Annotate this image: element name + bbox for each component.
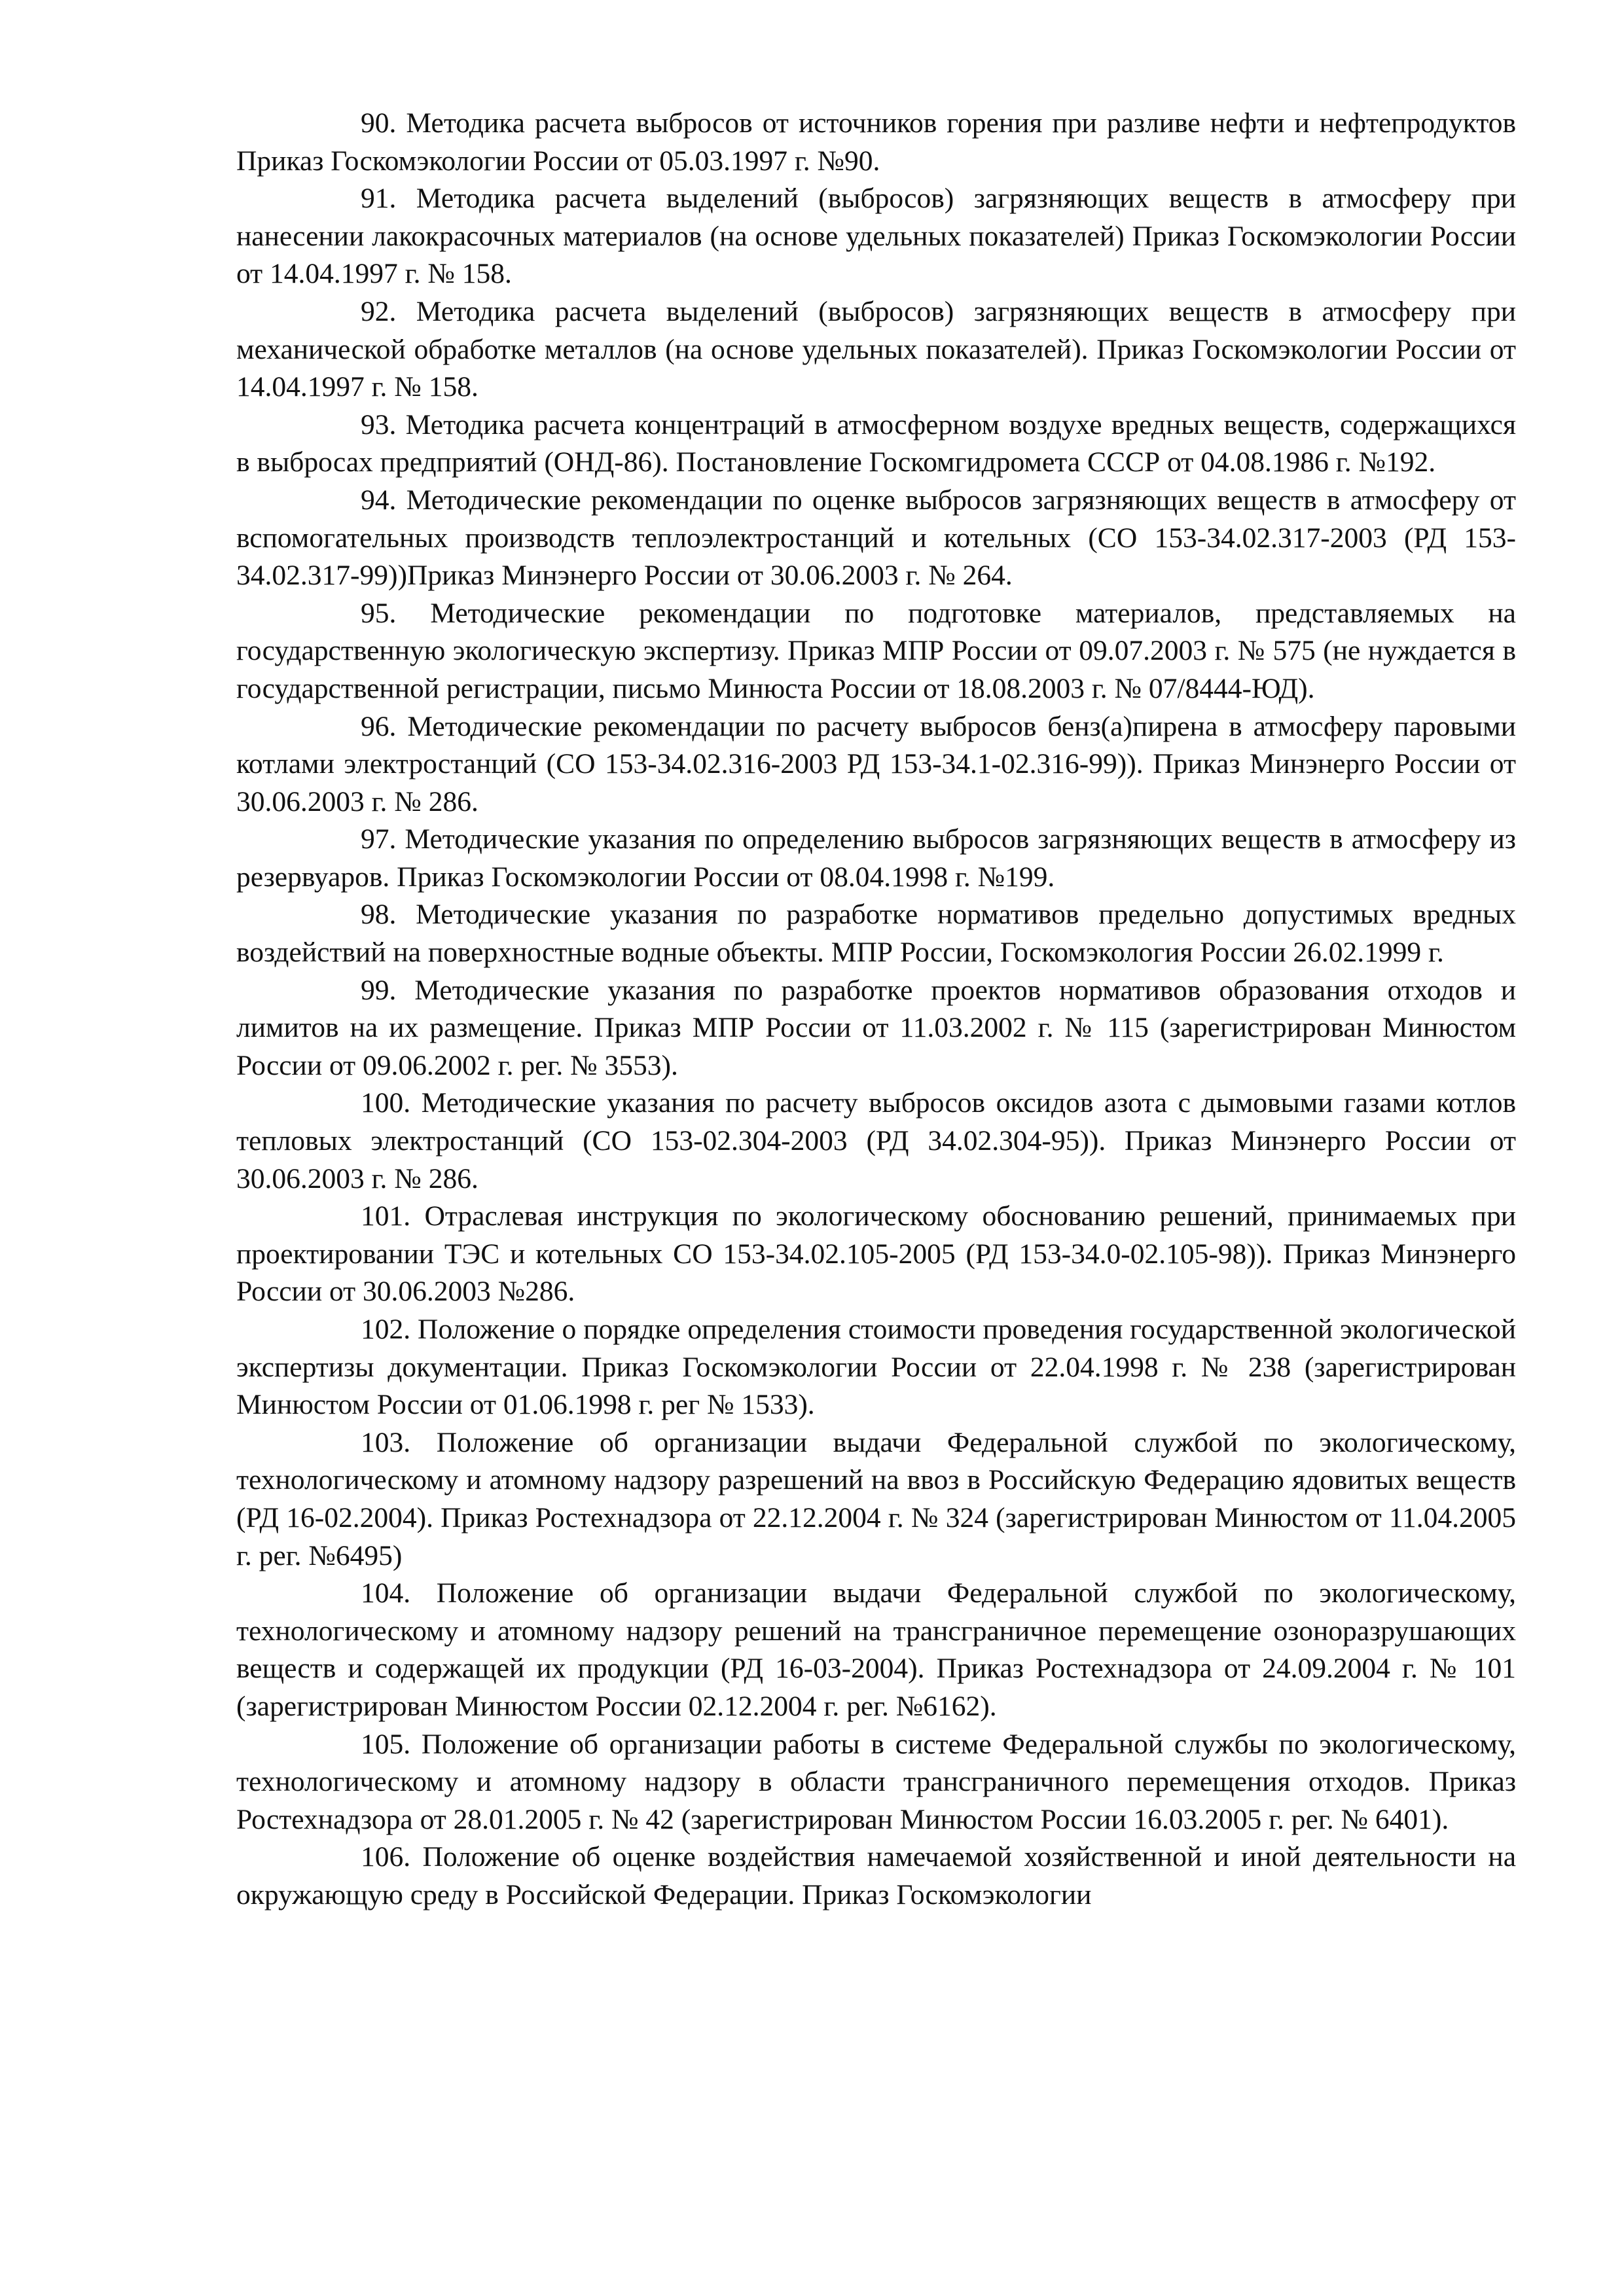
list-item-97: 97. Методические указания по определению выбросов загрязняющих веществ в атмосферу из резервуаров. Приказ Госкомэкологии России от 08.04.1998 г. №199. (236, 823, 1516, 893)
list-item-103: 103. Положение об организации выдачи Федеральной службой по экологическому, технологическому и атомному надзору разрешений на ввоз в Российскую Федерацию ядовитых веществ (РД 16-02.2004). Приказ Ростехнадзора от 22.12.2004 г. № 324 (зарегистрирован Минюстом от 11.04.2005 г. рег. №6495) (236, 1426, 1516, 1571)
list-item-105: 105. Положение об организации работы в системе Федеральной службы по экологическому, технологическому и атомному надзору в области трансграничного перемещения отходов. Приказ Ростехнадзора от 28.01.2005 г. № 42 (зарегистрирован Минюстом России 16.03.2005 г. рег. № 6401). (236, 1728, 1516, 1835)
list-item-98: 98. Методические указания по разработке нормативов предельно допустимых вредных воздействий на поверхностные водные объекты. МПР России, Госкомэкология России 26.02.1999 г. (236, 899, 1516, 969)
list-item-99: 99. Методические указания по разработке проектов нормативов образования отходов и лимитов на их размещение. Приказ МПР России от 11.03.2002 г. № 115 (зарегистрирован Минюстом России от 09.06.2002 г. рег. № 3553). (236, 974, 1516, 1081)
list-item-91: 91. Методика расчета выделений (выбросов) загрязняющих веществ в атмосферу при нанесении лакокрасочных материалов (на основе удельных показателей) Приказ Госкомэкологии России от 14.04.1997 г. № 158. (236, 183, 1516, 290)
list-item-93: 93. Методика расчета концентраций в атмосферном воздухе вредных веществ, содержащихся в выбросах предприятий (ОНД-86). Постановление Госкомгидромета СССР от 04.08.1986 г. №192. (236, 408, 1516, 478)
list-item-102: 102. Положение о порядке определения стоимости проведения государственной экологической экспертизы документации. Приказ Госкомэкологии России от 22.04.1998 г. № 238 (зарегистрирован Минюстом России от 01.06.1998 г. рег № 1533). (236, 1314, 1516, 1421)
list-item-100: 100. Методические указания по расчету выбросов оксидов азота с дымовыми газами котлов тепловых электростанций (СО 153-02.304-2003 (РД 34.02.304-95)). Приказ Минэнерго России от 30.06.2003 г. № 286. (236, 1087, 1516, 1194)
list-item-96: 96. Методические рекомендации по расчету выбросов бенз(а)пирена в атмосферу паровыми котлами электростанций (СО 153-34.02.316-2003 РД 153-34.1-02.316-99)). Приказ Минэнерго России от 30.06.2003 г. № 286. (236, 710, 1516, 817)
list-item-94: 94. Методические рекомендации по оценке выбросов загрязняющих веществ в атмосферу от вспомогательных производств теплоэлектростанций и котельных (СО 153-34.02.317-2003 (РД 153-34.02.317-99))Приказ Минэнерго России от 30.06.2003 г. № 264. (236, 484, 1516, 592)
list-item-90: 90. Методика расчета выбросов от источников горения при разливе нефти и нефтепродуктов Приказ Госкомэкологии России от 05.03.1997 г. №90. (236, 107, 1516, 177)
list-item-92: 92. Методика расчета выделений (выбросов) загрязняющих веществ в атмосферу при механической обработке металлов (на основе удельных показателей). Приказ Госкомэкологии России от 14.04.1997 г. № 158. (236, 295, 1516, 403)
document-page (236, 105, 1516, 1914)
list-item-95: 95. Методические рекомендации по подготовке материалов, представляемых на государственную экологическую экспертизу. Приказ МПР России от 09.07.2003 г. № 575 (не нуждается в государственной регистрации, письмо Минюста России от 18.08.2003 г. № 07/8444-ЮД). (236, 597, 1516, 704)
list-item-104: 104. Положение об организации выдачи Федеральной службой по экологическому, технологическому и атомному надзору решений на трансграничное перемещение озоноразрушающих веществ и содержащей их продукции (РД 16-03-2004). Приказ Ростехнадзора от 24.09.2004 г. № 101 (зарегистрирован Минюстом России 02.12.2004 г. рег. №6162). (236, 1577, 1516, 1722)
list-item-106: 106. Положение об оценке воздействия намечаемой хозяйственной и иной деятельности на окружающую среду в Российской Федерации. Приказ Госкомэкологии (236, 1841, 1516, 1910)
list-item-101: 101. Отраслевая инструкция по экологическому обоснованию решений, принимаемых при проектировании ТЭС и котельных СО 153-34.02.105-2005 (РД 153-34.0-02.105-98)). Приказ Минэнерго России от 30.06.2003 №286. (236, 1200, 1516, 1308)
